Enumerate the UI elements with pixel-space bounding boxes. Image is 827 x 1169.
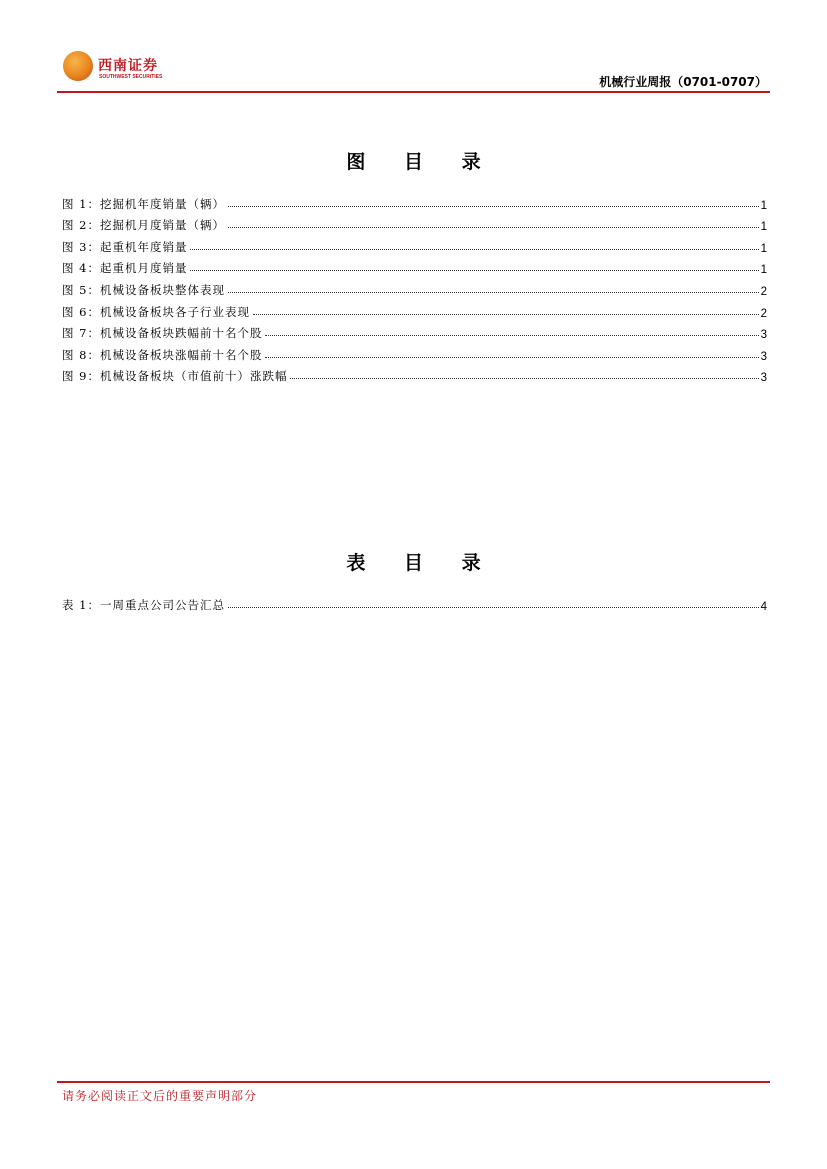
toc-dot-leader	[290, 378, 758, 379]
toc-entry[interactable]	[62, 363, 767, 385]
toc-entry[interactable]	[62, 255, 767, 277]
toc-entry[interactable]	[62, 212, 767, 234]
toc-entry[interactable]	[62, 320, 767, 342]
toc-entry-page: 1	[760, 242, 767, 255]
toc-entry-label: 图 9：机械设备板块（市值前十）涨跌幅	[62, 369, 288, 384]
toc-entry-page: 1	[760, 221, 767, 234]
toc-dot-leader	[228, 607, 759, 608]
toc-entry-label: 图 1：挖掘机年度销量（辆）	[62, 196, 225, 211]
report-title: 机械行业周报（0701-0707）	[599, 75, 767, 89]
toc-entry[interactable]	[62, 298, 767, 320]
toc-dot-leader	[228, 292, 759, 293]
toc-entry-label: 图 4：起重机月度销量	[62, 261, 188, 276]
header-divider	[57, 91, 770, 93]
footer-disclaimer: 请务必阅读正文后的重要声明部分	[62, 1089, 258, 1103]
toc-entry-label: 图 3：起重机年度销量	[62, 239, 188, 254]
toc-dot-leader	[190, 270, 758, 271]
table-toc-heading: 表 目 录	[346, 552, 497, 574]
toc-entry-page: 4	[760, 600, 767, 613]
toc-dot-leader	[228, 206, 759, 207]
toc-entry-page: 2	[760, 307, 767, 320]
toc-entry[interactable]	[62, 233, 767, 255]
figure-toc-list	[62, 190, 767, 384]
toc-entry-page: 3	[760, 372, 767, 385]
toc-entry-label: 图 6：机械设备板块各子行业表现	[62, 304, 250, 319]
toc-dot-leader	[265, 335, 758, 336]
toc-entry-page: 3	[760, 350, 767, 363]
toc-dot-leader	[228, 227, 759, 228]
logo-name-en: SOUTHWEST SECURITIES	[99, 74, 163, 80]
figure-toc-heading: 图 目 录	[346, 151, 497, 173]
toc-entry[interactable]	[62, 591, 767, 613]
toc-entry-page: 1	[760, 264, 767, 277]
toc-entry-label: 表 1：一周重点公司公告汇总	[62, 597, 225, 612]
toc-entry-label: 图 7：机械设备板块跌幅前十名个股	[62, 326, 263, 341]
toc-dot-leader	[265, 357, 758, 358]
company-logo	[63, 50, 183, 84]
toc-dot-leader	[190, 249, 758, 250]
toc-dot-leader	[253, 314, 759, 315]
toc-entry-label: 图 2：挖掘机月度销量（辆）	[62, 218, 225, 233]
toc-entry-label: 图 5：机械设备板块整体表现	[62, 282, 225, 297]
toc-entry-page: 1	[760, 199, 767, 212]
footer-divider	[57, 1081, 770, 1083]
table-toc-list	[62, 591, 767, 613]
toc-entry[interactable]	[62, 276, 767, 298]
toc-entry[interactable]	[62, 190, 767, 212]
toc-entry-page: 3	[760, 329, 767, 342]
logo-name-cn: 西南证券	[98, 58, 158, 74]
toc-entry-label: 图 8：机械设备板块涨幅前十名个股	[62, 347, 263, 362]
logo-emblem-icon	[63, 51, 93, 81]
toc-entry[interactable]	[62, 341, 767, 363]
toc-entry-page: 2	[760, 285, 767, 298]
